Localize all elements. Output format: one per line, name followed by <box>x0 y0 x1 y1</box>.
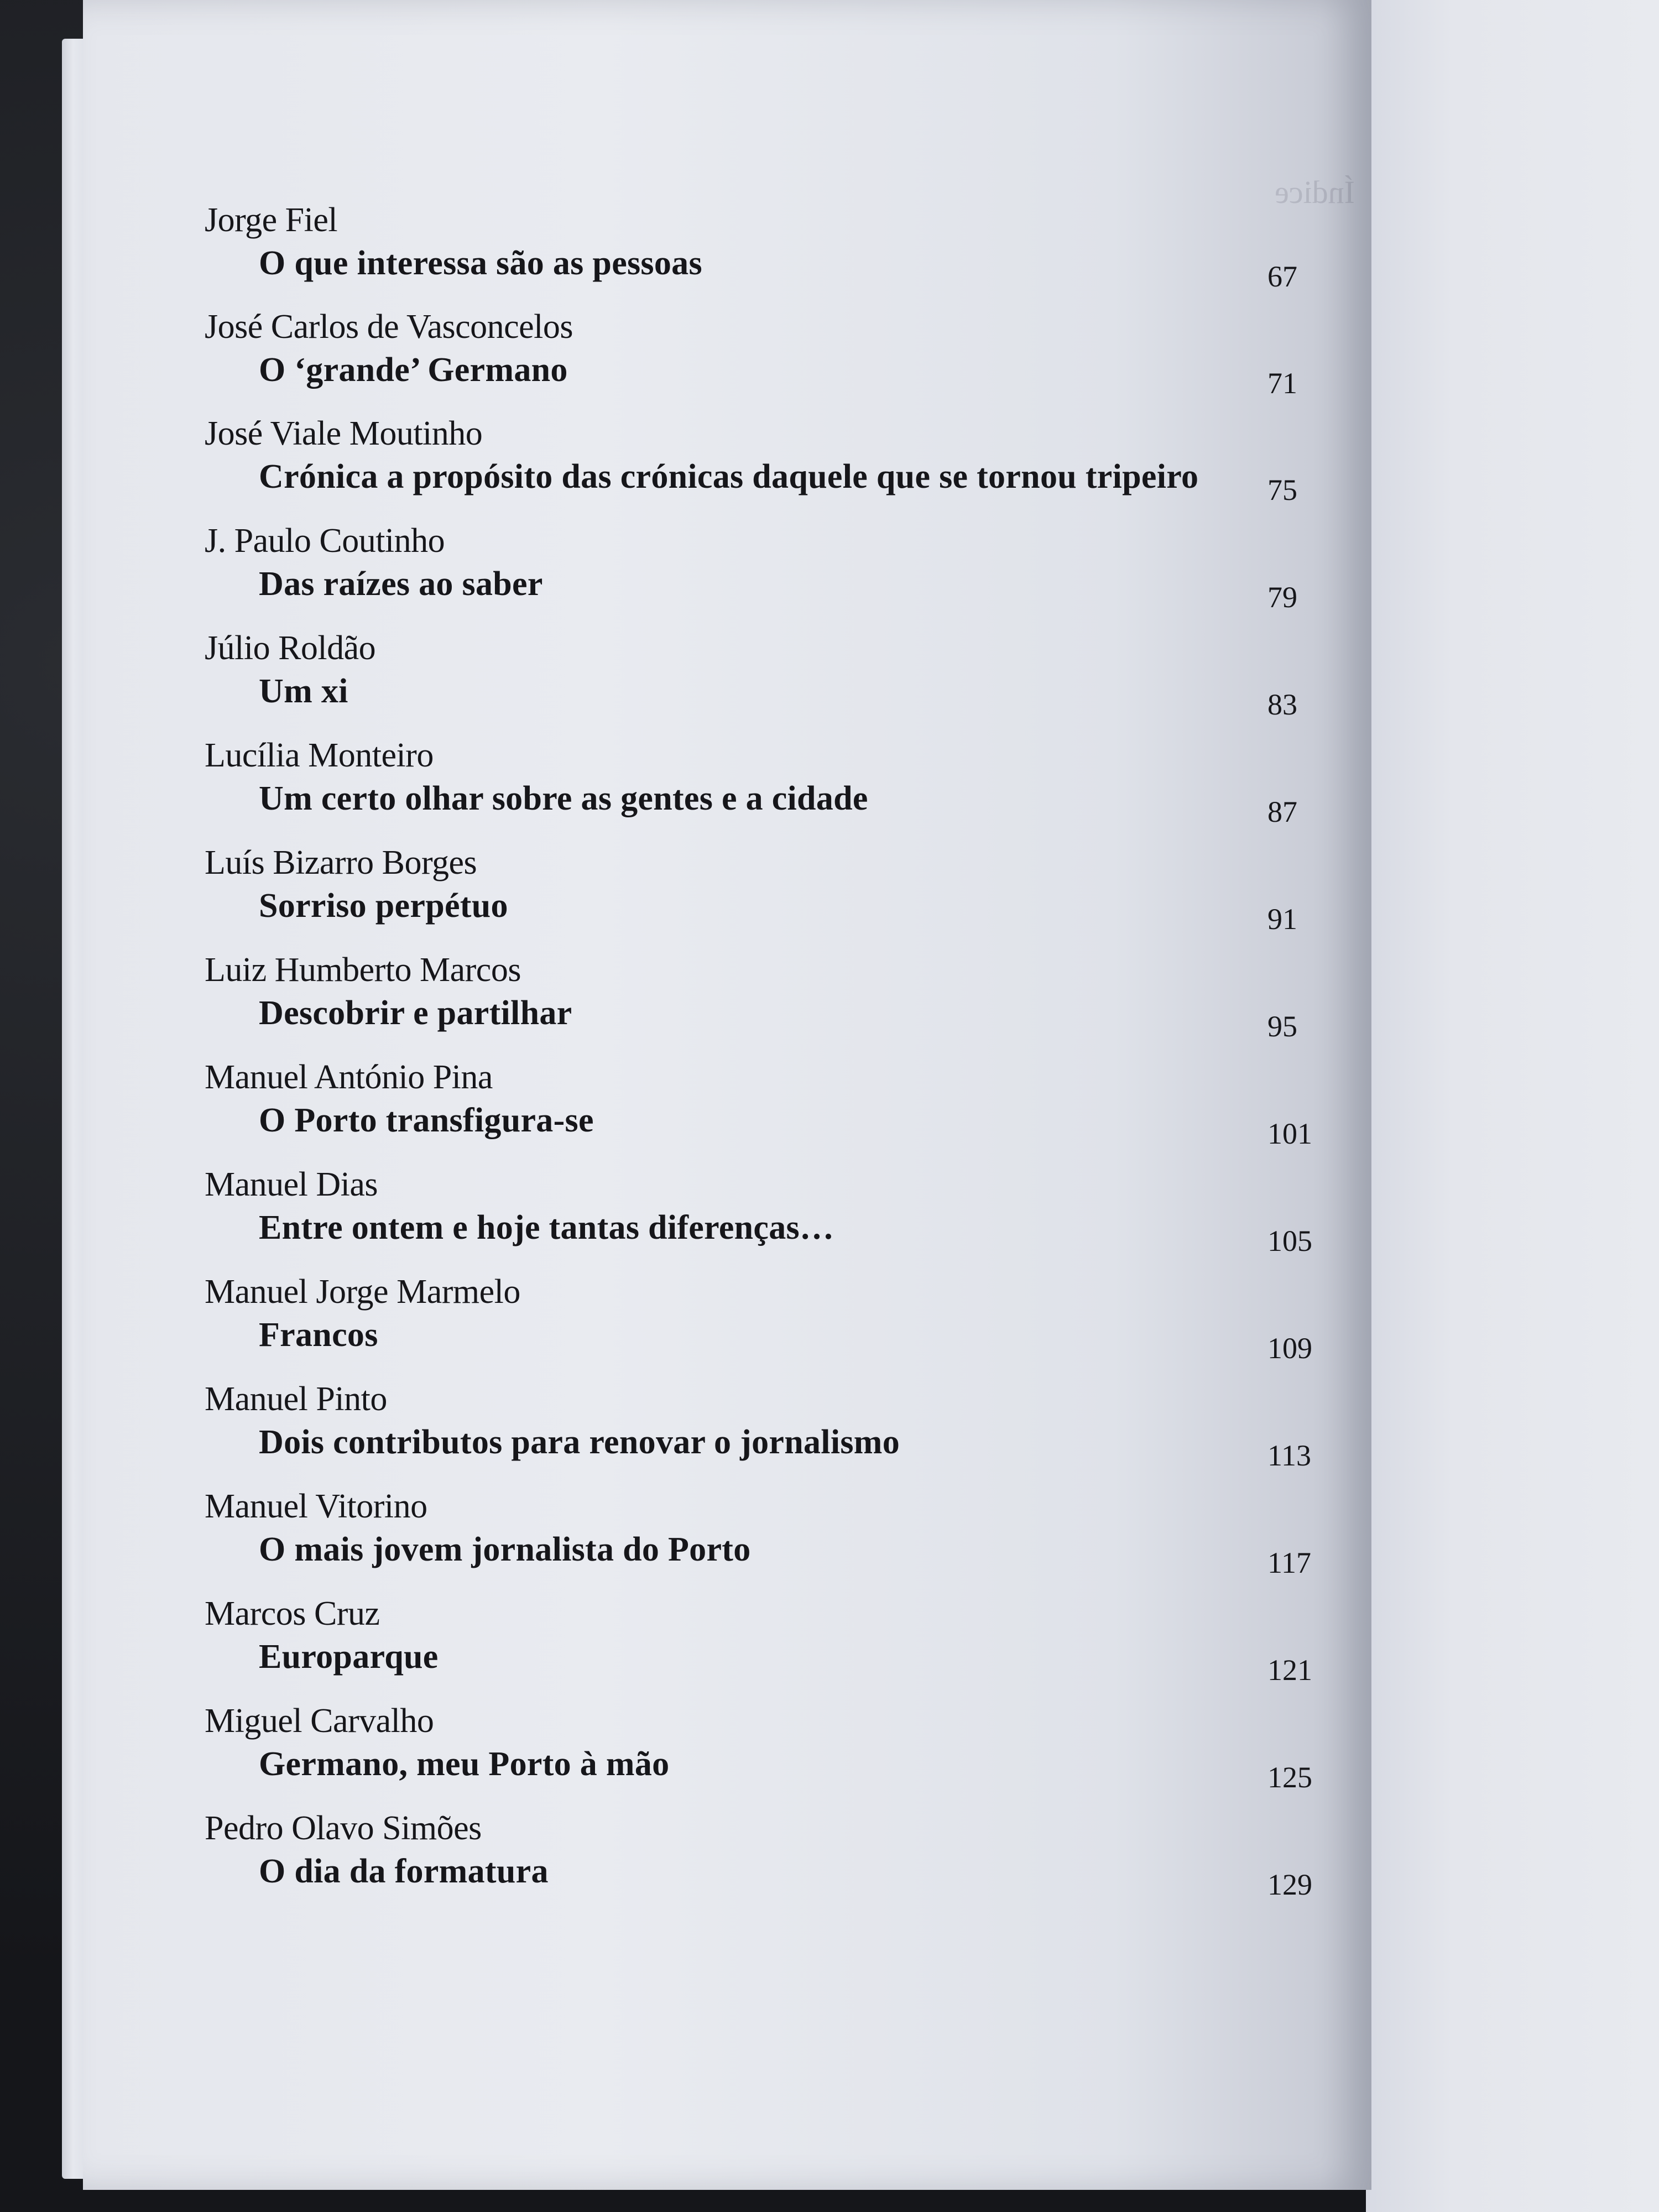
entry-page-number: 71 <box>1267 367 1297 400</box>
entry-author: Luís Bizarro Borges <box>205 844 477 881</box>
entry-page-number: 87 <box>1267 795 1297 828</box>
entry-author: José Carlos de Vasconcelos <box>205 308 573 346</box>
entry-author: Manuel Pinto <box>205 1380 387 1418</box>
entry-title: Crónica a propósito das crónicas daquele que se tornou tripeiro <box>259 458 1199 495</box>
entry-page-number: 129 <box>1267 1868 1312 1901</box>
entry-author: Pedro Olavo Simões <box>205 1809 482 1847</box>
entry-page-number: 79 <box>1267 581 1297 614</box>
toc-entry <box>83 307 1371 412</box>
entry-author: J. Paulo Coutinho <box>205 522 445 560</box>
toc-entry <box>83 1594 1371 1699</box>
toc-entry <box>83 1165 1371 1270</box>
toc-entry <box>83 414 1371 519</box>
entry-author: Manuel Jorge Marmelo <box>205 1273 520 1311</box>
entry-page-number: 67 <box>1267 260 1297 293</box>
entry-title: Descobrir e partilhar <box>259 994 572 1032</box>
entry-author: José Viale Moutinho <box>205 415 483 452</box>
entry-page-number: 113 <box>1267 1439 1311 1472</box>
toc-entry <box>83 628 1371 733</box>
entry-title: Um xi <box>259 672 348 710</box>
entry-title: O que interessa são as pessoas <box>259 244 702 282</box>
toc-entry <box>83 521 1371 626</box>
entry-title: Dois contributos para renovar o jornalismo <box>259 1423 900 1461</box>
bleed-through-text: Índice <box>1275 174 1355 210</box>
entry-title: Entre ontem e hoje tantas diferenças… <box>259 1209 834 1246</box>
toc-entry <box>83 950 1371 1055</box>
entry-author: Manuel Dias <box>205 1166 378 1203</box>
table-of-contents <box>83 0 1371 2190</box>
entry-page-number: 121 <box>1267 1653 1312 1687</box>
entry-page-number: 101 <box>1267 1117 1312 1150</box>
entry-page-number: 105 <box>1267 1224 1312 1258</box>
entry-author: Marcos Cruz <box>205 1595 380 1632</box>
toc-entry <box>83 1486 1371 1592</box>
entry-title: Francos <box>259 1316 378 1354</box>
entry-title: Um certo olhar sobre as gentes e a cidade <box>259 780 868 817</box>
entry-author: Manuel Vitorino <box>205 1488 427 1525</box>
entry-page-number: 117 <box>1267 1546 1311 1579</box>
entry-title: Germano, meu Porto à mão <box>259 1745 670 1783</box>
entry-page-number: 83 <box>1267 688 1297 721</box>
toc-entry <box>83 1272 1371 1377</box>
entry-page-number: 75 <box>1267 473 1297 507</box>
toc-entry <box>83 200 1371 305</box>
entry-author: Luiz Humberto Marcos <box>205 951 521 989</box>
toc-entry <box>83 843 1371 948</box>
toc-entry <box>83 735 1371 841</box>
entry-page-number: 109 <box>1267 1332 1312 1365</box>
entry-title: Europarque <box>259 1638 439 1676</box>
entry-author: Júlio Roldão <box>205 629 376 667</box>
toc-entry <box>83 1379 1371 1484</box>
toc-entry <box>83 1057 1371 1162</box>
entry-title: Sorriso perpétuo <box>259 887 508 925</box>
entry-title: Das raízes ao saber <box>259 565 543 603</box>
toc-entry <box>83 1701 1371 1806</box>
entry-page-number: 125 <box>1267 1761 1312 1794</box>
toc-entry <box>83 1808 1371 1913</box>
entry-author: Jorge Fiel <box>205 201 338 239</box>
entry-author: Miguel Carvalho <box>205 1702 434 1740</box>
entry-title: O Porto transfigura-se <box>259 1102 594 1139</box>
entry-title: O mais jovem jornalista do Porto <box>259 1531 751 1568</box>
book-page <box>83 0 1371 2190</box>
entry-title: O ‘grande’ Germano <box>259 351 568 389</box>
entry-title: O dia da formatura <box>259 1853 549 1890</box>
entry-author: Manuel António Pina <box>205 1058 493 1096</box>
entry-page-number: 91 <box>1267 902 1297 936</box>
entry-page-number: 95 <box>1267 1010 1297 1043</box>
entry-author: Lucília Monteiro <box>205 737 434 774</box>
facing-page <box>1366 0 1659 2212</box>
